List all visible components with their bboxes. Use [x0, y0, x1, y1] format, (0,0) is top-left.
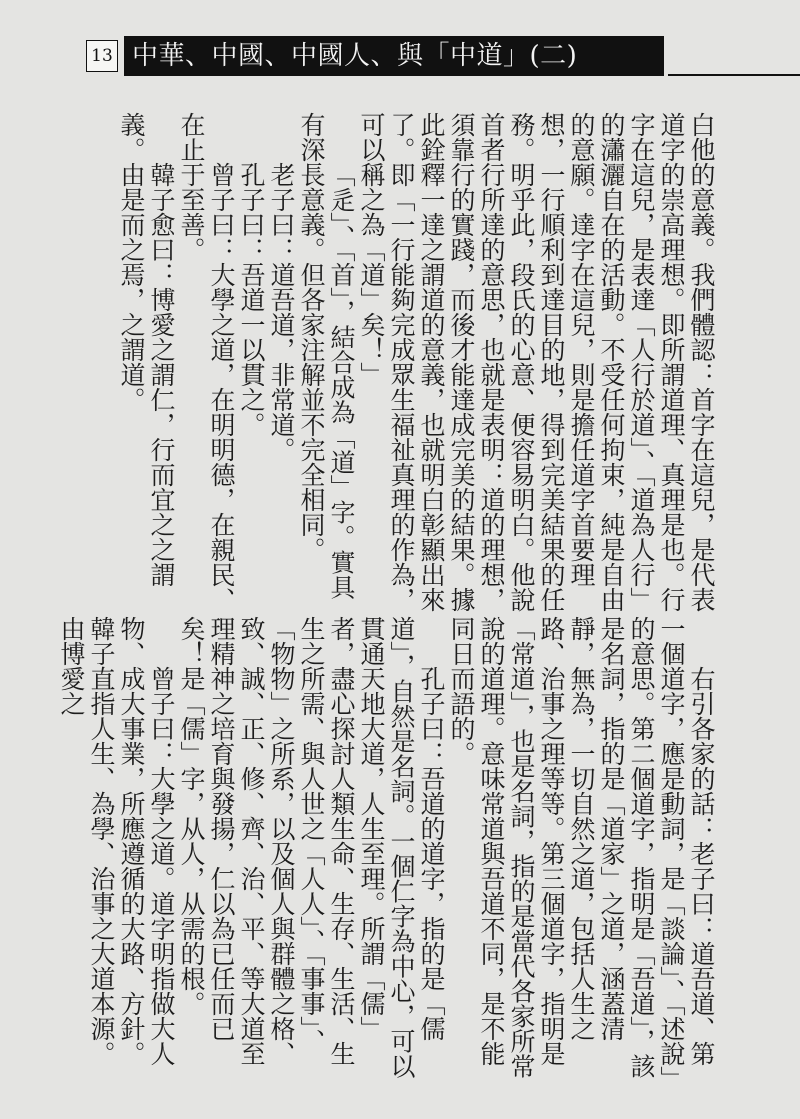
quote-hanyu: 韓子愈曰：博愛之謂仁，行而宜之之謂義。由是而之焉，之謂道。 [117, 112, 176, 587]
paragraph-zengzi-analysis: 曾子曰：大學之道。道字明指做大人物、成大事業，所應遵循的大路、方針。韓子直指人生、為學、治事之大道本源。由博愛之 [57, 616, 176, 1066]
page-number: 13 [86, 40, 118, 72]
quote-confucius: 孔子曰：吾道一以貫之。 [237, 162, 266, 437]
paragraph-laozi-analysis: 右引各家的話：老子曰：道吾道、第一個道字，應是動詞，是「談論」、「述說」的意思。第二個道字，指明是「吾道」，該是名詞，指的是「道家」之道，涵蓋清靜，無為，一切自然之道，包括人生之路、治事之理等等。第三個道字，指明是「常道」，也是名詞，指的是當代各家所常說的道理。意味常道與吾道不同，是不能同日而語的。 [447, 616, 716, 1079]
chapter-title: 中華、中國、中國人、與「中道」(二) [124, 36, 664, 76]
paragraph-etymology: 白他的意義。我們體認：首字在這兒，是代表道字的崇高理想。即所謂道理、真理是也。行字在這兒，是表達「人行於道」、「道為人行」的瀟灑自在的活動。不受任何拘束，純是自由的意願。達字在這兒，則是擔任道字首要理想，一行順利到達目的地，得到完美結果的任務。明乎此，段氏的心意、便容易明白。他說首者行所達的意思，也就是表明：道的理想，須靠行的實踐，而後才能達成完美的結果。據此銓釋一達之謂道的意義，也就明白彰顯出來了。即「一行能夠完成眾生福祉真理的作為，可以稱之為「道」矣！」 [357, 112, 716, 612]
bottom-text-block [57, 616, 716, 1086]
page-header [86, 36, 766, 76]
top-text-block [84, 112, 716, 612]
paragraph-combination: 「辵」、「首」，結合成為「道」字。實具有深長意義。但各家注解並不完全相同。 [297, 112, 356, 600]
header-rule [668, 74, 800, 76]
quote-laozi: 老子曰：道吾道，非常道。 [267, 162, 296, 462]
paragraph-confucius-analysis: 孔子曰：吾道的道字，指的是「儒道」，自然是名詞。一個仁字為中心，可以貫通天地大道，人生至理。所謂「儒」者，盡心探討人類生命、生存、生活、生生之所需、與人世之「人人」、「事事」、「物物」之所系，以及個人與群體之格、致、誠、正、修、齊、治、平、等大道至理精神之培育與發揚，仁以為已任而已矣！是「儒」字，从人，从需的根。 [177, 616, 446, 1079]
quote-zengzi: 曾子曰：大學之道，在明明德，在親民、在止于至善。 [177, 112, 236, 612]
